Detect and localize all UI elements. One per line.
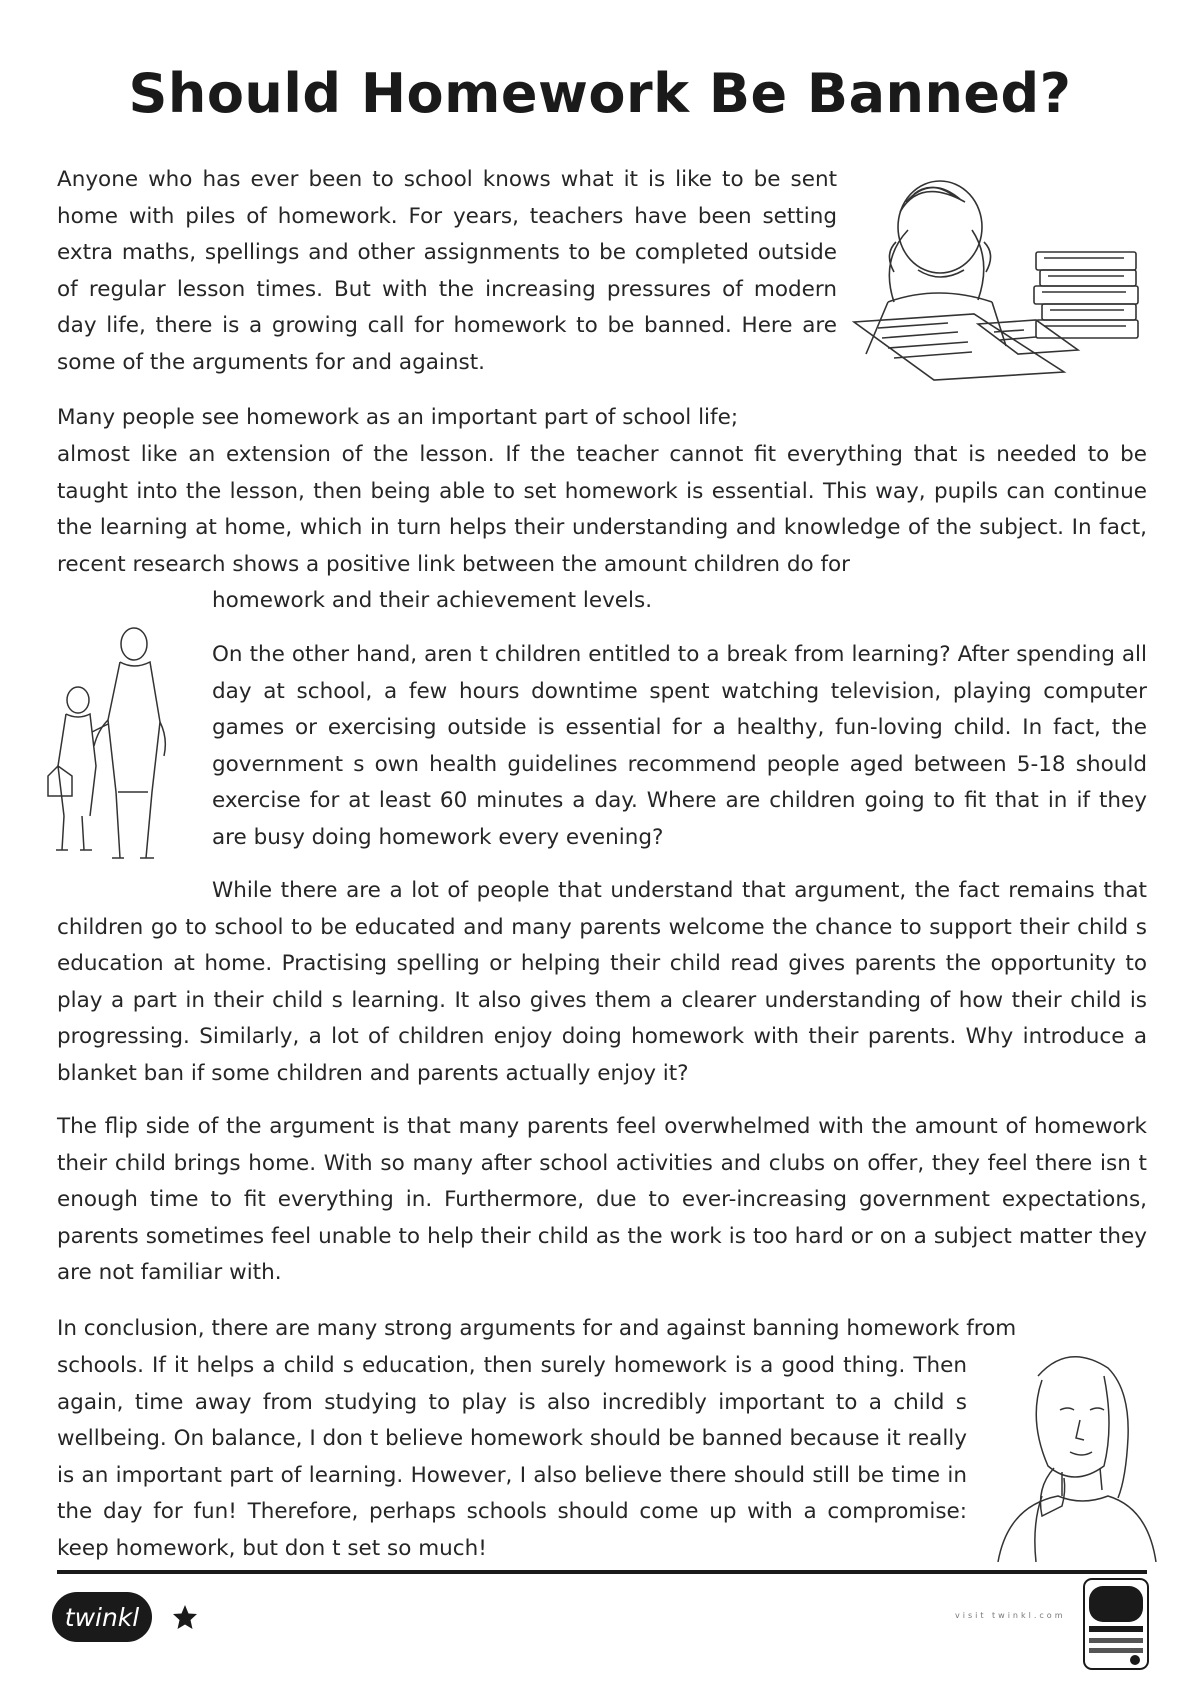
against-homework-paragraph: On the other hand, aren t children entitled to a break from learning? After spending all day at school, a few hours downtime spent watching television, playing computer games or exercising outside is essential for a healthy, fun-loving child. In fact, the government s own health guidelines recommend people aged between 5-18 should exercise for at least 60 minutes a day. Where are children going to fit that in if they are busy doing homework every evening? <box>212 642 1147 850</box>
homework-support-paragraph-line1: Many people see homework as an important part of school life; <box>57 405 739 430</box>
thinking-girl-illustration <box>978 1340 1160 1562</box>
site-url: visit twinkl.com <box>955 1611 1066 1620</box>
page-title: Should Homework Be Banned? <box>128 62 1072 125</box>
parents-overwhelmed-paragraph: The flip side of the argument is that many parents feel overwhelmed with the amount of homework their child brings home. With so many after school activities and clubs on offer, they feel there isn t enough time to fit everything in. Furthermore, due to ever-increasing government expectations, parents sometimes feel unable to help their child as the work is too hard or on a subject matter they are not familiar with. <box>57 1114 1147 1286</box>
stressed-child-homework-illustration <box>848 172 1150 382</box>
conclusion-paragraph: schools. If it helps a child s education, then surely homework is a good thing. Then again, time away from studying to play is also incredibly important to a child s wellbeing. On balance, I don t believe homework should be banned because it really is an important part of learning. However, I also believe there should still be time in the day for fun! Therefore, perhaps schools should come up with a compromise: keep homework, but don t set so much! <box>57 1353 967 1561</box>
conclusion-paragraph-line1: In conclusion, there are many strong arguments for and against banning homework from <box>57 1316 1017 1341</box>
footer-divider <box>57 1570 1147 1574</box>
parent-and-child-walking-illustration <box>36 622 196 868</box>
homework-support-paragraph: almost like an extension of the lesson. If the teacher cannot fit everything that is needed to be taught into the lesson, then being able to set homework is essential. This way, pupils can continue the learning at home, which in turn helps their understanding and knowledge of the subject. In fact, recent research shows a positive link between the amount children do for <box>57 442 1147 577</box>
homework-support-paragraph-end: homework and their achievement levels. <box>212 588 653 613</box>
parent-support-paragraph: While there are a lot of people that understand that argument, the fact remains that children go to school to be educated and many parents welcome the chance to support their child s education at home. Practising spelling or helping their child read gives parents the opportunity to play a part in their child s learning. It also gives them a clearer understanding of how their child is progressing. Similarly, a lot of children enjoy doing homework with their parents. Why introduce a blanket ban if some children and parents actually enjoy it? <box>57 878 1147 1086</box>
twinkl-logo: twinkl <box>52 1592 152 1642</box>
star-icon <box>172 1604 198 1630</box>
intro-paragraph: Anyone who has ever been to school knows what it is like to be sent home with piles of homework. For years, teachers have been setting extra maths, spellings and other assignments to be completed outside of regular lesson times. But with the increasing pressures of modern day life, there is a growing call for homework to be banned. Here are some of the arguments for and against. <box>57 167 837 375</box>
quality-standard-approved-badge-icon <box>1083 1578 1149 1670</box>
